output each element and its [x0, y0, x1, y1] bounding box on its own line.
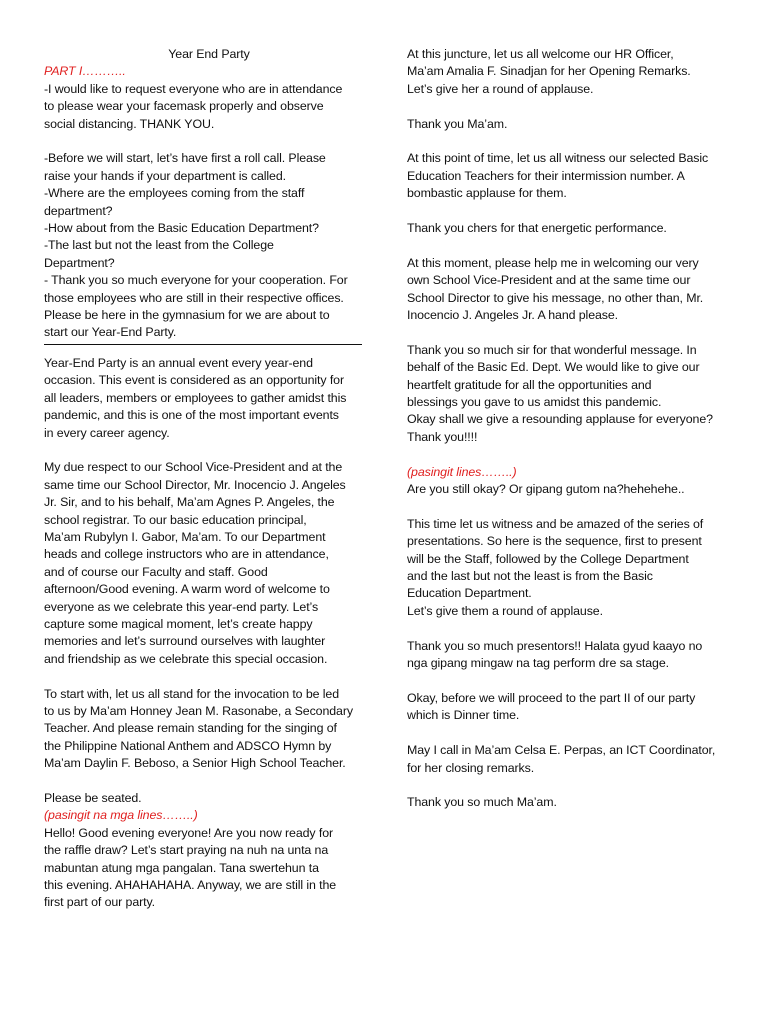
welcome-paragraph: My due respect to our School Vice-President and at the same time our School Director, Mr. Inocencio J. Angeles Jr. Sir, and to his behalf, Ma’am Agnes P. Angeles, the school registrar. To our basic education principal, Ma’am Rubylyn I. Gabor, Ma’am. To our Department heads and college instructors who are in attendance, and of course our Faculty and staff. Good afternoon/Good evening. A warm word of welcome to everyone as we celebrate this year-end party. Let’s capture some magical moment, let’s create happy memories and let’s surround ourselves with laughter and friendship as we celebrate this special occasion. [44, 460, 346, 666]
thank-performance-line: Thank you chers for that energetic performance. [407, 221, 667, 236]
event-description-paragraph: Year-End Party is an annual event every year-end occasion. This event is considered as an opportunity for all leaders, members or employees to gather amidst this pandemic, and this is one of the most important events in every career agency. [44, 355, 347, 440]
invocation-paragraph: To start with, let us all stand for the invocation to be led to us by Ma’am Honney Jean M. Rasonabe, a Secondary Teacher. And please remain standing for the singing of the Philippine National Anthem and ADSCO Hymn by Ma’am Daylin F. Beboso, a Senior High School Teacher. [44, 686, 353, 771]
facemask-request-paragraph: -I would like to request everyone who are in attendance to please wear your facemask properly and observe social distancing. THANK YOU. [44, 81, 343, 131]
dinner-paragraph: Okay, before we will proceed to the part II of our party which is Dinner time. [407, 690, 696, 723]
raffle-paragraph: Hello! Good evening everyone! Are you now ready for the raffle draw? Let’s start praying na nuh na unta na mabuntan atung mga pangalan. Tana swertehun ta this evening. AHAHAHAHA. Anyway, we are still in the first part of our party. [44, 825, 337, 910]
spacer [407, 446, 732, 463]
spacer [407, 324, 732, 341]
thank-presentors-paragraph: Thank you so much presentors!! Halata gyud kaayo no nga gipang mingaw na tag perform dre sa stage. [407, 638, 703, 671]
thank-you-line: Thank you Ma’am. [407, 116, 508, 131]
right-column [407, 46, 732, 812]
spacer [407, 777, 732, 794]
presentations-paragraph: This time let us witness and be amazed of the series of presentations. So here is the sequence, first to present will be the Staff, followed by the College Department and the last but not the least is from the Basic Education Department. Let’s give them a round of applause. [407, 516, 704, 618]
spacer [44, 442, 364, 459]
roll-call-paragraph: -Before we will start, let’s have first a roll call. Please raise your hands if your department is called. -Where are the employees coming from the staff department? -How about from the Basic Education Department? -The last but not the least from the College Department? - Thank you so much everyone for your cooperation. For those employees who are still in their respective offices. Please be here in the gymnasium for we are about to start our Year-End Party. [44, 151, 348, 340]
spacer [407, 673, 732, 690]
be-seated-line: Please be seated. [44, 791, 142, 805]
insert-lines-note: (pasingit na mga lines……..) [44, 808, 198, 823]
document-title: Year End Party [168, 47, 250, 61]
intermission-paragraph: At this point of time, let us all witness our selected Basic Education Teachers for their intermission number. A bombastic applause for them. [407, 151, 709, 201]
spacer [44, 133, 364, 150]
spacer [407, 237, 732, 254]
spacer [407, 98, 732, 115]
still-okay-line: Are you still okay? Or gipang gutom na?hehehehe.. [407, 482, 685, 497]
spacer [407, 725, 732, 742]
spacer [407, 498, 732, 515]
hr-welcome-paragraph: At this juncture, let us all welcome our HR Officer, Ma’am Amalia F. Sinadjan for her Opening Remarks. Let’s give her a round of applause. [407, 47, 691, 96]
spacer [407, 203, 732, 220]
insert-lines-note: (pasingit lines……..) [407, 464, 517, 479]
final-thank-you-line: Thank you so much Ma’am. [407, 795, 557, 810]
closing-remarks-paragraph: May I call in Ma’am Celsa E. Perpas, an ICT Coordinator, for her closing remarks. [407, 743, 716, 775]
part-one-label: PART I……….. [44, 64, 126, 79]
section-divider [44, 344, 362, 345]
spacer [407, 620, 732, 637]
director-message-paragraph: At this moment, please help me in welcoming our very own School Vice-President and at the same time our School Director to give his message, no other than, Mr. Inocencio J. Angeles Jr. A hand please. [407, 255, 704, 323]
spacer [44, 668, 364, 685]
spacer [407, 133, 732, 150]
gratitude-paragraph: Thank you so much sir for that wonderful message. In behalf of the Basic Ed. Dept. We would like to give our heartfelt gratitude for all the opportunities and blessings you gave to us amidst this pandemic. Okay shall we give a resounding applause for everyone? Thank you!!!! [407, 342, 713, 444]
spacer [44, 773, 364, 790]
left-column [44, 46, 364, 912]
